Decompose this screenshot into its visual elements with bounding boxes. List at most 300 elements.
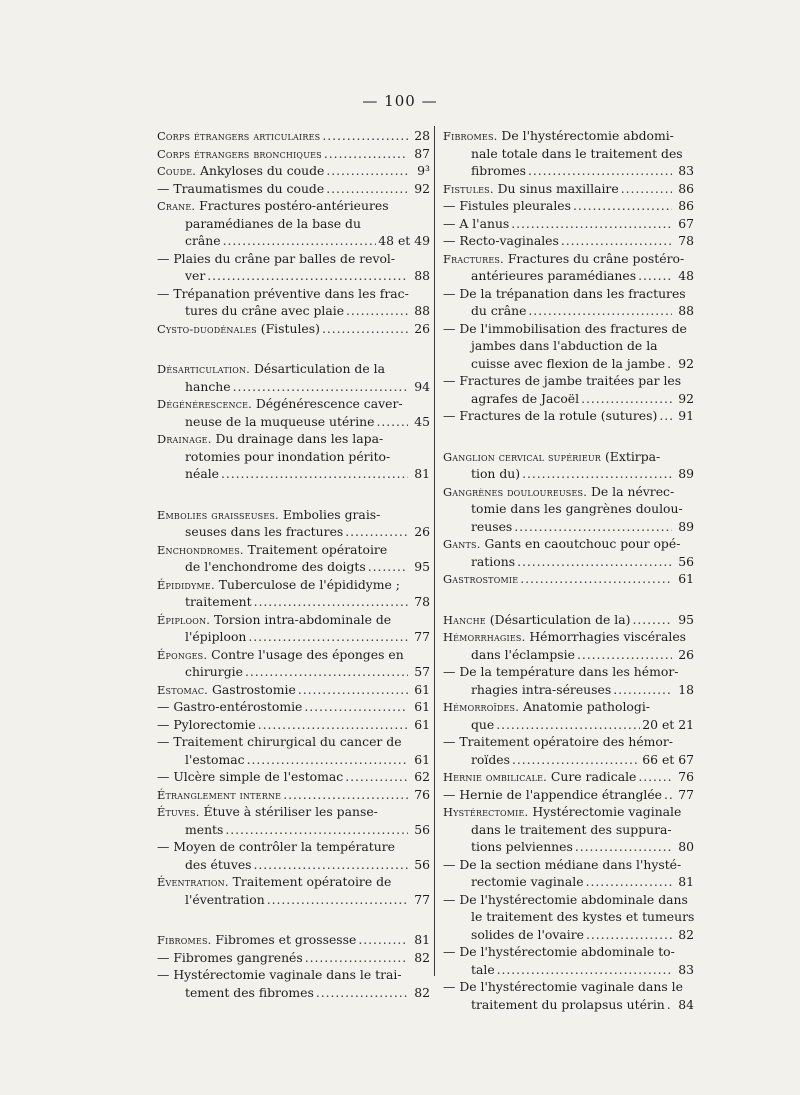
index-line (157, 395, 430, 413)
entry-text: Gangrènes douloureuses. De la névrec- (443, 483, 675, 499)
entry-heading: Fistules. (443, 181, 494, 196)
index-line (157, 465, 430, 483)
entry-text: du crâne (471, 303, 527, 318)
index-entry (443, 891, 694, 944)
entry-text: — De l'hystérectomie abdominale dans (443, 891, 688, 907)
entry-heading: Embolies graisseuses. (157, 507, 279, 522)
index-line (157, 413, 430, 431)
entry-text: le traitement des kystes et tumeurs (471, 909, 695, 924)
entry-heading: Drainage. (157, 432, 212, 446)
index-line (157, 768, 430, 786)
entry-text: Désarticulation. Désarticulation de la (157, 361, 385, 376)
entry-text: Hémorroïdes. Anatomie pathologi- (443, 699, 650, 714)
index-entry (157, 180, 430, 198)
entry-text: traitement (185, 594, 252, 609)
index-line (157, 232, 430, 250)
entry-text: — Hernie de l'appendice étranglée (443, 786, 663, 802)
entry-text: chirurgie (185, 664, 243, 679)
index-entry (443, 250, 694, 285)
index-entry (157, 395, 430, 430)
index-line (443, 996, 694, 1014)
page-reference: 82 (678, 926, 694, 942)
dot-leader (247, 751, 408, 769)
dot-leader (254, 856, 408, 874)
entry-text: — Fistules pleurales (443, 198, 571, 213)
entry-text: Dégénérescence. Dégénérescence caver- (157, 396, 403, 411)
page-reference: 91 (678, 408, 694, 423)
dot-leader (667, 996, 672, 1014)
entry-text: tement des fibromes (185, 984, 314, 1000)
page-reference: 84 (678, 996, 694, 1012)
index-line (443, 646, 694, 664)
dot-leader (258, 716, 408, 734)
entry-text: Fibromes. De l'hystérectomie abdomi- (443, 128, 674, 143)
page-reference: 9³ (417, 163, 430, 178)
entry-text: Hernie ombilicale. Cure radicale (443, 769, 637, 784)
index-line (443, 267, 694, 285)
index-line (157, 320, 430, 338)
dot-leader (267, 891, 408, 909)
index-line (443, 215, 694, 233)
page-reference: 61 (414, 681, 430, 697)
entry-text: — Traitement opératoire des hémor- (443, 734, 673, 749)
index-line (157, 856, 430, 874)
entry-heading: Gants. (443, 537, 481, 551)
entry-text: — De l'hystérectomie vaginale dans le (443, 979, 683, 994)
page-reference: 78 (414, 594, 430, 609)
page-reference: 76 (414, 786, 430, 802)
index-line (443, 535, 694, 553)
entry-text: — Fractures de jambe traitées par les (443, 373, 682, 388)
entry-text: l'épiploon (185, 629, 247, 644)
page-reference: 82 (414, 949, 430, 965)
dot-leader (667, 355, 672, 373)
page-reference: 56 (414, 821, 430, 837)
index-entry (157, 162, 430, 180)
index-line (443, 197, 694, 215)
index-line (157, 378, 430, 396)
index-line (157, 611, 430, 629)
index-line (157, 873, 430, 891)
entry-text: Fractures. Fractures du crâne postéro- (443, 250, 685, 266)
entry-heading: Hernie ombilicale. (443, 770, 547, 784)
index-line (157, 966, 430, 984)
index-entry (157, 145, 430, 163)
page-reference: 78 (678, 233, 694, 248)
page-reference: 20 et 21 (642, 716, 694, 732)
index-line (157, 180, 430, 198)
index-line (157, 891, 430, 909)
index-entry (157, 966, 430, 1001)
entry-text: — Ulcère simple de l'estomac (157, 769, 344, 784)
entry-text: ments (185, 821, 224, 837)
index-line (443, 390, 694, 408)
entry-heading: Hémorroïdes. (443, 700, 520, 714)
entry-text: hanche (185, 378, 231, 394)
index-entry (157, 250, 430, 285)
index-entry (443, 570, 694, 588)
page-reference: 89 (678, 466, 694, 481)
dot-leader (316, 984, 408, 1002)
page-reference: 87 (414, 145, 430, 161)
index-line (157, 448, 430, 466)
entry-text: que (471, 716, 495, 732)
index-line (157, 267, 430, 285)
index-line (157, 162, 430, 180)
index-line (157, 751, 430, 769)
dot-leader (304, 698, 408, 716)
entry-text: Enchondromes. Traitement opératoire (157, 541, 388, 557)
entry-heading: Étuves. (157, 805, 200, 819)
index-line (157, 949, 430, 967)
index-line (443, 751, 694, 769)
index-line (443, 838, 694, 856)
page-reference: 57 (414, 664, 430, 679)
dot-leader (326, 180, 408, 198)
entry-text: l'éventration (185, 891, 265, 907)
index-line (157, 663, 430, 681)
page-reference: 61 (414, 751, 430, 767)
index-entry (443, 698, 694, 733)
entry-text (157, 145, 322, 164)
index-line (443, 500, 694, 518)
page-reference: 86 (678, 198, 694, 213)
index-line (443, 716, 694, 734)
entry-text: — Hystérectomie vaginale dans le trai- (157, 967, 402, 982)
column-divider (434, 126, 435, 976)
entry-text: rectomie vaginale (471, 874, 584, 889)
dot-leader (305, 949, 408, 967)
section-gap (443, 425, 694, 448)
index-entry (157, 768, 430, 786)
entry-text: Épiploon. Torsion intra-abdominale de (157, 611, 392, 627)
index-entry (157, 733, 430, 768)
index-line (157, 786, 430, 804)
index-entry (443, 197, 694, 215)
index-line (157, 698, 430, 716)
dot-leader (497, 961, 672, 979)
dot-leader (345, 523, 408, 541)
dot-leader (496, 716, 640, 734)
index-entry (157, 803, 430, 838)
index-line (443, 465, 694, 483)
page-reference: 48 et 49 (378, 233, 430, 248)
index-entry (443, 448, 694, 483)
entry-heading: Éventration. (157, 875, 229, 889)
entry-heading: Crane. (157, 199, 196, 213)
index-line (443, 483, 694, 501)
entry-heading: Fractures. (443, 251, 504, 266)
index-line (157, 803, 430, 821)
dot-leader (638, 768, 672, 786)
index-line (443, 372, 694, 390)
page-reference: 45 (414, 413, 430, 429)
entry-text: tale (471, 961, 495, 977)
entry-heading: Épididyme. (157, 577, 215, 592)
dot-leader (613, 681, 672, 699)
index-entry (443, 803, 694, 856)
page-reference: 18 (678, 681, 694, 697)
index-line (443, 162, 694, 180)
index-entry (443, 628, 694, 663)
dot-leader (223, 232, 377, 250)
index-line (443, 337, 694, 355)
entry-text: néale (185, 466, 219, 481)
entry-text: — De l'immobilisation des fractures de (443, 320, 687, 336)
index-line (443, 908, 694, 926)
entry-text: roïdes (471, 751, 510, 767)
entry-heading: Corps étrangers articulaires (157, 129, 321, 143)
index-line (443, 926, 694, 944)
entry-text: Hystérectomie. Hystérectomie vaginale (443, 804, 682, 819)
index-line (443, 145, 694, 163)
page-reference: 61 (678, 571, 694, 586)
entry-text: Coude. Ankyloses du coude (157, 163, 325, 178)
dot-leader (298, 681, 408, 699)
dot-leader (561, 232, 672, 250)
index-line (157, 145, 430, 163)
index-entry (157, 576, 430, 611)
entry-text: Crane. Fractures postéro-antérieures (157, 198, 389, 213)
section-gap (443, 588, 694, 611)
page-reference: 56 (414, 856, 430, 872)
index-line (443, 518, 694, 536)
entry-heading: Corps étrangers bronchiques (157, 146, 322, 161)
entry-text: Gants. Gants en caoutchouc pour opé- (443, 536, 681, 551)
entry-text: jambes dans l'abduction de la (471, 338, 658, 353)
index-entry (157, 611, 430, 646)
dot-leader (358, 931, 408, 949)
page-reference: 77 (414, 891, 430, 907)
dot-leader (254, 593, 408, 611)
dot-leader (517, 553, 672, 571)
page-reference: 86 (678, 180, 694, 196)
index-line (157, 541, 430, 559)
entry-text: — Gastro-entérostomie (157, 699, 303, 714)
entry-heading: Estomac. (157, 682, 209, 697)
entry-heading: Fibromes. (443, 129, 498, 143)
entry-text: — Recto-vaginales (443, 233, 559, 248)
entry-text: — Fibromes gangrenés (157, 949, 303, 965)
page-reference: 62 (414, 769, 430, 784)
index-line (443, 628, 694, 646)
dot-leader (233, 378, 408, 396)
entry-text: ver (185, 268, 206, 283)
section-gap (157, 483, 430, 506)
entry-heading: Hémorrhagies. (443, 630, 526, 644)
index-line (443, 180, 694, 198)
index-line (443, 553, 694, 571)
entry-heading: Coude. (157, 164, 197, 178)
index-entry (157, 931, 430, 949)
entry-text: Drainage. Du drainage dans les lapa- (157, 431, 384, 446)
page-reference: 77 (414, 629, 430, 644)
page-reference: 67 (678, 215, 694, 231)
index-line (443, 448, 694, 466)
entry-text: Éponges. Contre l'usage des éponges en (157, 646, 404, 662)
dot-leader (346, 302, 408, 320)
index-entry (443, 407, 694, 425)
dot-leader (322, 320, 408, 338)
dot-leader (345, 768, 408, 786)
entry-text: cuisse avec flexion de la jambe (471, 355, 666, 371)
dot-leader (225, 821, 408, 839)
entry-heading: Épiploon. (157, 612, 211, 627)
page-reference: 81 (414, 932, 430, 947)
page-reference: 26 (414, 320, 430, 336)
entry-text: tion du) (471, 466, 521, 481)
index-entry (157, 873, 430, 908)
page-reference: 95 (678, 611, 694, 627)
entry-text: rations (471, 553, 516, 569)
index-entry (443, 285, 694, 320)
dot-leader (326, 162, 408, 180)
entry-heading: Éponges. (157, 647, 208, 662)
entry-text: Étuves. Étuve à stériliser les panse- (157, 804, 378, 819)
dot-leader (586, 926, 672, 944)
index-entry (443, 768, 694, 786)
page-reference: 88 (414, 268, 430, 283)
dot-leader (573, 197, 672, 215)
index-entry (443, 320, 694, 373)
index-line (443, 821, 694, 839)
index-line (157, 250, 430, 268)
index-line (443, 232, 694, 250)
dot-leader (581, 390, 672, 408)
page-reference: 48 (678, 268, 694, 283)
entry-text: — Pylorectomie (157, 716, 256, 732)
entry-text: Hanche (Désarticulation de la) (443, 611, 631, 627)
index-line (443, 856, 694, 874)
index-entry (157, 838, 430, 873)
page-reference: 61 (414, 699, 430, 714)
entry-heading: Hystérectomie. (443, 805, 529, 819)
entry-heading: Gastrostomie (443, 572, 519, 586)
index-entry (443, 663, 694, 698)
entry-heading: Enchondromes. (157, 542, 244, 557)
index-line (157, 628, 430, 646)
index-entry (157, 360, 430, 395)
entry-text: solides de l'ovaire (471, 926, 584, 942)
entry-text: tions pelviennes (471, 839, 573, 854)
index-entry (443, 127, 694, 180)
page-reference: 80 (678, 839, 694, 854)
index-entry (443, 180, 694, 198)
page-reference: 88 (678, 303, 694, 318)
entry-text: — Traitement chirurgical du cancer de (157, 734, 402, 749)
entry-heading: Fibromes. (157, 933, 212, 947)
index-line (443, 285, 694, 303)
dot-leader (221, 465, 408, 483)
index-entry (157, 127, 430, 145)
page-reference: 89 (678, 518, 694, 534)
entry-text: paramédianes de la base du (185, 215, 361, 231)
index-line (157, 838, 430, 856)
index-line (157, 646, 430, 664)
dot-leader (324, 145, 408, 163)
index-entry (443, 215, 694, 233)
index-entry (157, 646, 430, 681)
entry-text: dans le traitement des suppura- (471, 821, 672, 837)
index-line (443, 786, 694, 804)
dot-leader (322, 127, 408, 145)
index-entry (443, 978, 694, 1013)
page-reference: 77 (678, 786, 694, 802)
dot-leader (575, 838, 672, 856)
entry-text: — De l'hystérectomie abdominale to- (443, 944, 675, 959)
index-entry (157, 681, 430, 699)
index-line (443, 611, 694, 629)
index-entry (157, 197, 430, 250)
entry-text: Fistules. Du sinus maxillaire (443, 180, 619, 196)
index-line (443, 355, 694, 373)
entry-text: nale totale dans le traitement des (471, 145, 683, 161)
dot-leader (283, 786, 408, 804)
entry-text: Fibromes. Fibromes et grossesse (157, 932, 357, 947)
index-line (443, 250, 694, 268)
dot-leader (633, 611, 673, 629)
index-line (443, 698, 694, 716)
index-entry (157, 949, 430, 967)
dot-leader (528, 302, 672, 320)
index-line (443, 302, 694, 320)
entry-heading: Dégénérescence. (157, 397, 252, 411)
dot-leader (664, 786, 672, 804)
index-column-left (157, 127, 430, 1001)
section-gap (157, 908, 430, 931)
index-line (443, 127, 694, 145)
dot-leader (577, 646, 672, 664)
dot-leader (659, 407, 672, 425)
page-reference: 81 (414, 466, 430, 481)
index-line (157, 593, 430, 611)
entry-text: Éventration. Traitement opératoire de (157, 874, 392, 889)
index-entry (443, 733, 694, 768)
index-column-right (443, 127, 694, 1013)
dot-leader (248, 628, 408, 646)
index-entry (157, 698, 430, 716)
entry-heading: Ganglion cervical supérieur (443, 449, 602, 464)
entry-text: — De la température dans les hémor- (443, 664, 679, 679)
entry-text (443, 570, 518, 589)
index-line (157, 215, 430, 233)
entry-text: Embolies graisseuses. Embolies grais- (157, 506, 381, 522)
index-entry (157, 320, 430, 338)
dot-leader (522, 465, 672, 483)
entry-heading: Cysto-duodénales (157, 321, 257, 336)
page-reference: 92 (678, 390, 694, 406)
entry-text: rhagies intra-séreuses (471, 681, 612, 697)
page-reference: 76 (678, 769, 694, 784)
entry-text: — De la section médiane dans l'hysté- (443, 856, 682, 872)
index-line (157, 984, 430, 1002)
entry-text: seuses dans les fractures (185, 524, 344, 539)
index-line (443, 663, 694, 681)
index-line (443, 407, 694, 425)
entry-text: Cysto-duodénales (Fistules) (157, 320, 320, 336)
index-entry (157, 285, 430, 320)
index-line (443, 320, 694, 338)
index-line (157, 360, 430, 378)
index-entry (443, 856, 694, 891)
index-line (443, 681, 694, 699)
entry-text (157, 786, 281, 805)
dot-leader (245, 663, 408, 681)
dot-leader (511, 215, 672, 233)
index-line (157, 127, 430, 145)
dot-leader (368, 558, 408, 576)
entry-text: — Fractures de la rotule (sutures) (443, 408, 658, 423)
